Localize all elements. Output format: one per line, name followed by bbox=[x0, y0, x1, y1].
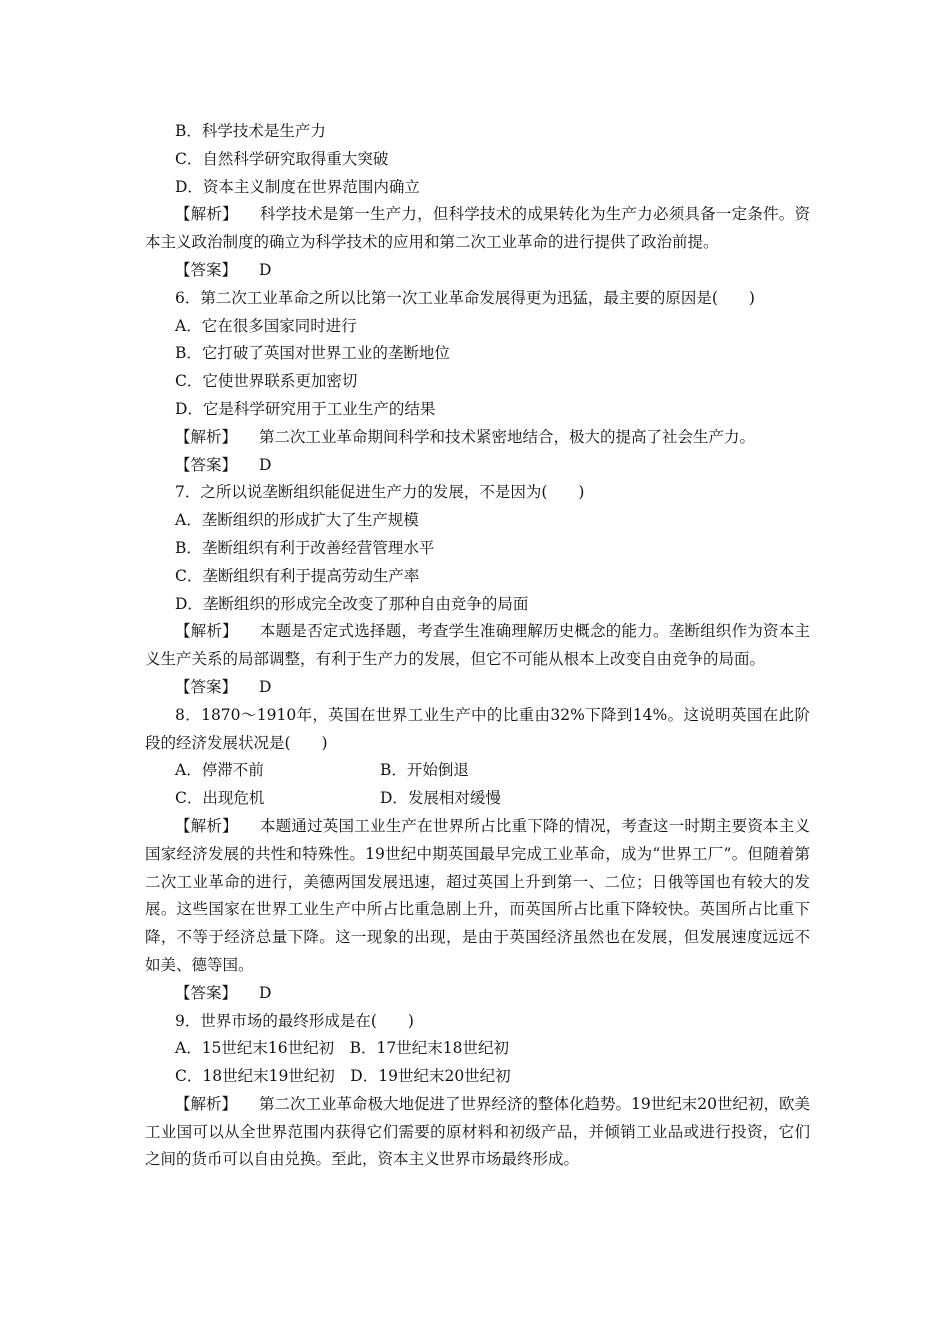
answer-tag: 【答案】 bbox=[175, 455, 238, 474]
q6-option-c: C．它使世界联系更加密切 bbox=[175, 372, 358, 391]
q7-option-d: D．垄断组织的形成完全改变了那种自由竞争的局面 bbox=[175, 594, 529, 613]
q6-answer-value: D bbox=[259, 455, 272, 474]
q6-answer bbox=[145, 452, 810, 480]
q8-analysis bbox=[145, 813, 810, 980]
q9-analysis-text: 第二次工业革命极大地促进了世界经济的整体化趋势。19世纪末20世纪初，欧美工业国可以从全世界范围内获得它们需要的原材料和初级产品，并倾销工业品或进行投资，它们之间的货币可以自由兑换。至此，资本主义世界市场最终形成。 bbox=[145, 1094, 810, 1169]
q7-option-b: B．垄断组织有利于改善经营管理水平 bbox=[175, 538, 435, 557]
q9-stem: 9．世界市场的最终形成是在( ) bbox=[175, 1011, 414, 1030]
q7-option-c: C．垄断组织有利于提高劳动生产率 bbox=[175, 566, 420, 585]
analysis-tag: 【解析】 bbox=[175, 622, 238, 641]
q6-analysis-text: 第二次工业革命期间科学和技术紧密地结合，极大的提高了社会生产力。 bbox=[259, 427, 756, 446]
q9-options-row-2: C．18世纪末19世纪初 D．19世纪末20世纪初 bbox=[175, 1067, 511, 1086]
answer-tag: 【答案】 bbox=[175, 983, 238, 1002]
document-page bbox=[145, 118, 810, 1174]
q6-stem: 6．第二次工业革命之所以比第一次工业革命发展得更为迅猛，最主要的原因是( ) bbox=[175, 288, 755, 307]
q7-stem: 7．之所以说垄断组织能促进生产力的发展，不是因为( ) bbox=[175, 483, 585, 502]
q8-answer-value: D bbox=[259, 983, 272, 1002]
q5-option-d: D．资本主义制度在世界范围内确立 bbox=[175, 177, 420, 196]
q7-analysis-text: 本题是否定式选择题，考查学生准确理解历史概念的能力。垄断组织作为资本主义生产关系的局部调整，有利于生产力的发展，但它不可能从根本上改变自由竞争的局面。 bbox=[145, 622, 810, 669]
q6-analysis bbox=[145, 424, 810, 452]
q7-option-a: A．垄断组织的形成扩大了生产规模 bbox=[175, 511, 419, 530]
q5-answer-value: D bbox=[259, 260, 272, 279]
analysis-tag: 【解析】 bbox=[175, 1094, 238, 1113]
q8-option-c: C．出现危机 bbox=[175, 789, 265, 808]
q9-analysis bbox=[145, 1091, 810, 1174]
answer-tag: 【答案】 bbox=[175, 260, 238, 279]
answer-tag: 【答案】 bbox=[175, 677, 238, 696]
q9-options-row-1: A．15世纪末16世纪初 B．17世纪末18世纪初 bbox=[175, 1039, 509, 1058]
q5-analysis bbox=[145, 201, 810, 257]
q8-options-row-1 bbox=[145, 757, 810, 785]
q6-option-d: D．它是科学研究用于工业生产的结果 bbox=[175, 399, 436, 418]
q5-answer bbox=[145, 257, 810, 285]
q8-answer bbox=[145, 980, 810, 1008]
q8-analysis-text: 本题通过英国工业生产在世界所占比重下降的情况，考查这一时期主要资本主义国家经济发展的共性和特殊性。19世纪中期英国最早完成工业革命，成为“世界工厂”。但随着第二次工业革命的进行，美德两国发展迅速，超过英国上升到第一、二位；日俄等国也有较大的发展。这些国家在世界工业生产中所占比重急剧上升，而英国所占比重下降较快。英国所占比重下降，不等于经济总量下降。这一现象的出现，是由于英国经济虽然也在发展，但发展速度远远不如美、德等国。 bbox=[145, 816, 810, 974]
q5-option-c: C．自然科学研究取得重大突破 bbox=[175, 149, 389, 168]
q7-answer bbox=[145, 674, 810, 702]
analysis-tag: 【解析】 bbox=[175, 427, 238, 446]
q8-option-a: A．停滞不前 bbox=[175, 761, 264, 780]
q8-option-b: B．开始倒退 bbox=[380, 761, 469, 780]
analysis-tag: 【解析】 bbox=[175, 205, 238, 224]
q7-answer-value: D bbox=[259, 677, 272, 696]
q8-stem: 8．1870～1910年，英国在世界工业生产中的比重由32%下降到14%。这说明英国在此阶段的经济发展状况是( ) bbox=[145, 705, 810, 752]
analysis-tag: 【解析】 bbox=[175, 816, 238, 835]
q7-analysis bbox=[145, 618, 810, 674]
q8-option-d: D．发展相对缓慢 bbox=[380, 789, 501, 808]
q6-option-b: B．它打破了英国对世界工业的垄断地位 bbox=[175, 344, 450, 363]
q5-analysis-text: 科学技术是第一生产力，但科学技术的成果转化为生产力必须具备一定条件。资本主义政治制度的确立为科学技术的应用和第二次工业革命的进行提供了政治前提。 bbox=[145, 205, 810, 252]
q6-option-a: A．它在很多国家同时进行 bbox=[175, 316, 357, 335]
q5-option-b: B．科学技术是生产力 bbox=[175, 122, 326, 140]
q8-options-row-2 bbox=[145, 785, 810, 813]
